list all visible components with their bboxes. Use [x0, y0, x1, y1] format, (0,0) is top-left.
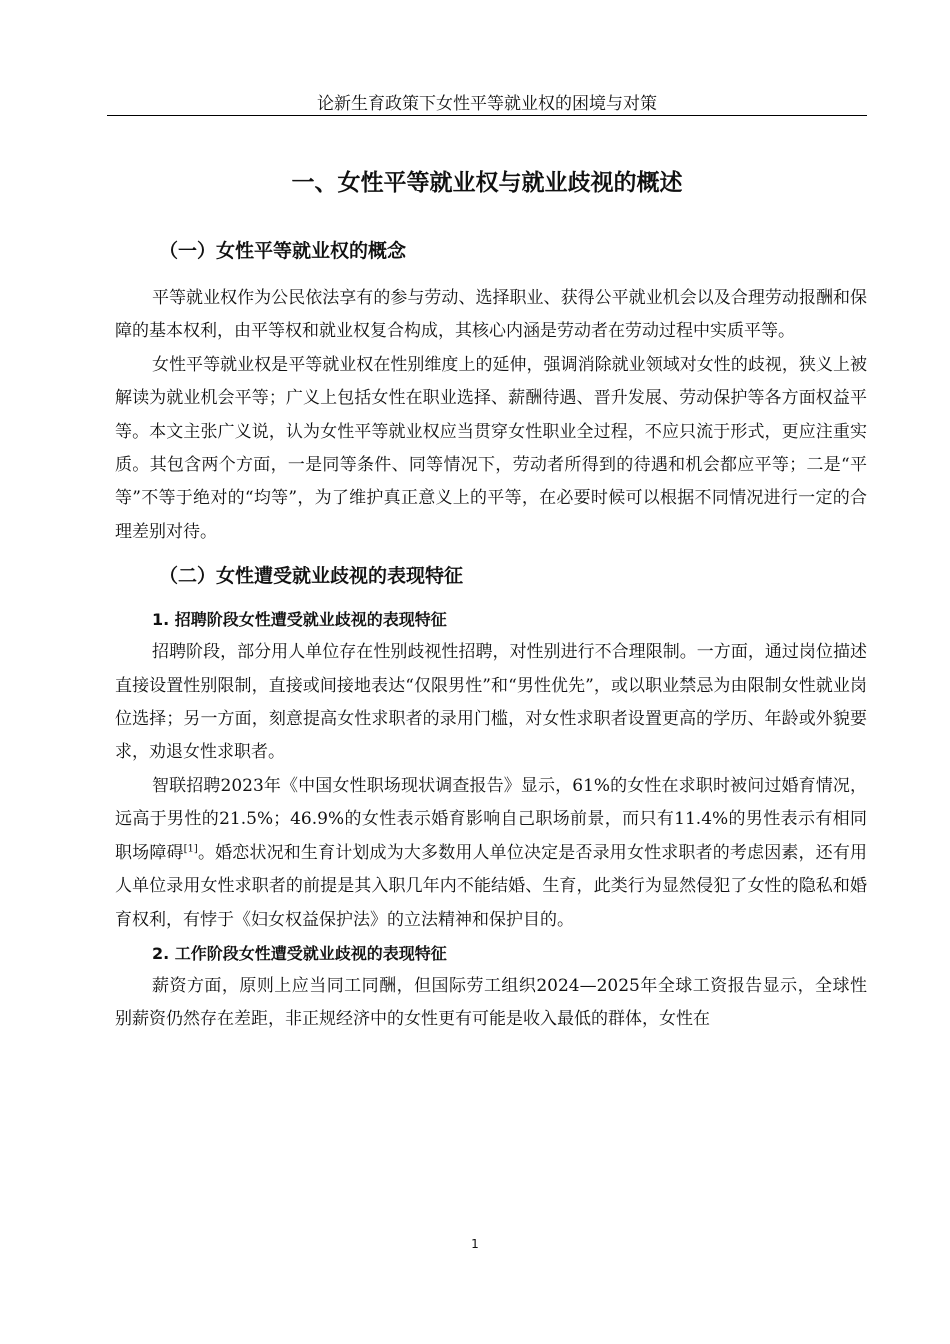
report-text-after: 。婚恋状况和生育计划成为大多数用人单位决定是否录用女性求职者的考虑因素，还有用人单位录用女性求职者的前提是其入职几年内不能结婚、生育，此类行为显然侵犯了女性的隐私和婚育权利，有悖于《妇女权益保护法》的立法精神和保护目的。	[115, 842, 868, 930]
section-heading-1: （一）女性平等就业权的概念	[159, 240, 407, 262]
section-heading-2: （二）女性遭受就业歧视的表现特征	[159, 565, 464, 588]
report-text-before: 智联招聘2023年《中国女性职场现状调查报告》显示，61%的女性在求职时被问过婚育情况，远高于男性的21.5%；46.9%的女性表示婚育影响自己职场前景，而只有11.4%的男性表示有相同职场障碍	[115, 775, 867, 863]
paragraph-zhaopin-report	[115, 770, 867, 937]
page-number: 1	[471, 1237, 479, 1251]
paragraph-salary: 薪资方面，原则上应当同工同酬，但国际劳工组织2024—2025年全球工资报告显示，全球性别薪资仍然存在差距，非正规经济中的女性更有可能是收入最低的群体，女性在	[115, 975, 867, 1030]
citation-ref[interactable]: [1]	[183, 843, 198, 855]
paragraph-equal-employment-right: 平等就业权作为公民依法享有的参与劳动、选择职业、获得公平就业机会以及合理劳动报酬和保障的基本权利，由平等权和就业权复合构成，其核心内涵是劳动者在劳动过程中实质平等。	[115, 288, 867, 342]
document-body	[115, 234, 867, 1037]
paragraph-female-equal-employment-right: 女性平等就业权是平等就业权在性别维度上的延伸，强调消除就业领域对女性的歧视，狭义上被解读为就业机会平等；广义上包括女性在职业选择、薪酬待遇、晋升发展、劳动保护等各方面权益平等。本文主张广义说，认为女性平等就业权应当贯穿女性职业全过程，不应只流于形式，更应注重实质。其包含两个方面，一是同等条件、同等情况下，劳动者所得到的待遇和机会都应平等；二是“平等”不等于绝对的“均等”，为了维护真正意义上的平等，在必要时候可以根据不同情况进行一定的合理差别对待。	[115, 354, 867, 542]
chapter-title: 一、女性平等就业权与就业歧视的概述	[291, 170, 683, 196]
paragraph-recruitment-discrimination: 招聘阶段，部分用人单位存在性别歧视性招聘，对性别进行不合理限制。一方面，通过岗位描述直接设置性别限制，直接或间接地表达“仅限男性”和“男性优先”，或以职业禁忌为由限制女性就业岗位选择；另一方面，刻意提高女性求职者的录用门槛，对女性求职者设置更高的学历、年龄或外貌要求，劝退女性求职者。	[115, 642, 867, 763]
subsection-heading-workplace: 2. 工作阶段女性遭受就业歧视的表现特征	[152, 943, 447, 963]
running-header-title: 论新生育政策下女性平等就业权的困境与对策	[317, 94, 657, 114]
header-rule	[107, 115, 867, 116]
subsection-heading-recruitment: 1. 招聘阶段女性遭受就业歧视的表现特征	[152, 610, 447, 630]
